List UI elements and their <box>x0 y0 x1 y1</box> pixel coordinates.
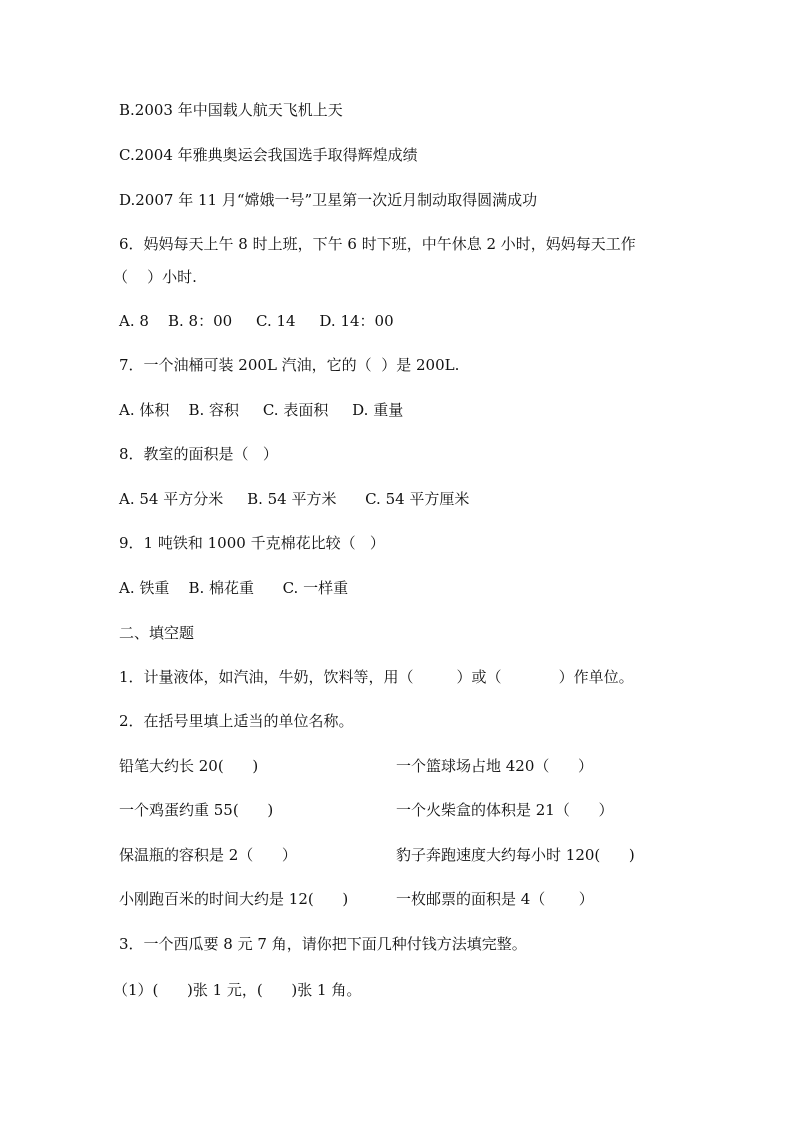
fill-2-row4-right: 一枚邮票的面积是 4（ ） <box>396 890 594 908</box>
section-heading-fill-blank: 二、填空题 <box>119 624 195 642</box>
question-9-options: A. 铁重 B. 棉花重 C. 一样重 <box>119 579 349 597</box>
fill-2-row2-left: 一个鸡蛋约重 55( ) <box>119 801 274 819</box>
fill-question-1: 1．计量液体，如汽油，牛奶，饮料等，用（ ）或（ ）作单位。 <box>119 668 634 686</box>
question-6-options: A. 8 B. 8：00 C. 14 D. 14：00 <box>119 312 394 330</box>
question-6-line2: （ ）小时. <box>113 268 197 286</box>
fill-question-2: 2．在括号里填上适当的单位名称。 <box>119 712 354 730</box>
question-7-options: A. 体积 B. 容积 C. 表面积 D. 重量 <box>119 401 404 419</box>
question-6-line1: 6．妈妈每天上午 8 时上班，下午 6 时下班，中午休息 2 小时，妈妈每天工作 <box>119 235 636 253</box>
fill-2-row3-right: 豹子奔跑速度大约每小时 120( ) <box>396 846 635 864</box>
option-b-prev: B.2003 年中国载人航天飞机上天 <box>119 101 343 119</box>
question-8: 8．教室的面积是（ ） <box>119 445 278 463</box>
fill-2-row1-right: 一个篮球场占地 420（ ） <box>396 757 594 775</box>
fill-2-row4-left: 小刚跑百米的时间大约是 12( ) <box>119 890 349 908</box>
option-c-prev: C.2004 年雅典奥运会我国选手取得辉煌成绩 <box>119 146 418 164</box>
fill-2-row1-left: 铅笔大约长 20( ) <box>119 757 259 775</box>
fill-question-3: 3．一个西瓜要 8 元 7 角，请你把下面几种付钱方法填完整。 <box>119 935 527 953</box>
fill-3-sub1: （1）( )张 1 元，( )张 1 角。 <box>113 981 362 999</box>
option-d-prev: D.2007 年 11 月“嫦娥一号”卫星第一次近月制动取得圆满成功 <box>119 191 538 209</box>
fill-2-row2-right: 一个火柴盒的体积是 21（ ） <box>396 801 614 819</box>
question-9: 9．1 吨铁和 1000 千克棉花比较（ ） <box>119 534 385 552</box>
question-7: 7．一个油桶可装 200L 汽油，它的（ ）是 200L. <box>119 356 460 374</box>
question-8-options: A. 54 平方分米 B. 54 平方米 C. 54 平方厘米 <box>119 490 470 508</box>
fill-2-row3-left: 保温瓶的容积是 2（ ） <box>119 846 297 864</box>
